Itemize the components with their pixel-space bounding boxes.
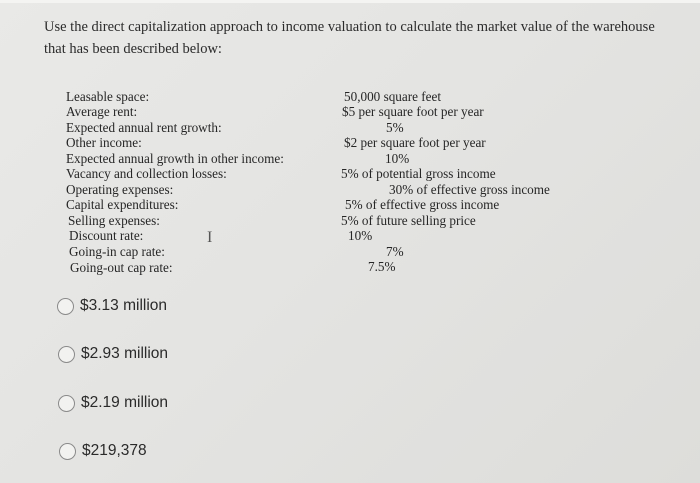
value-selling-expenses: 5% of future selling price (341, 213, 476, 228)
page-top-edge (0, 0, 700, 3)
label-leasable-space: Leasable space: (66, 89, 150, 104)
answer-option-4[interactable] (59, 442, 147, 460)
label-going-out-cap-rate: Going-out cap rate: (70, 260, 173, 275)
label-other-income-growth: Expected annual growth in other income: (66, 151, 284, 166)
value-going-in-cap-rate: 7% (386, 244, 404, 259)
label-other-income: Other income: (66, 135, 142, 150)
label-operating-expenses: Operating expenses: (66, 182, 174, 197)
label-vacancy-losses: Vacancy and collection losses: (66, 166, 227, 181)
label-rent-growth: Expected annual rent growth: (66, 120, 222, 135)
radio-button-icon[interactable] (57, 298, 74, 315)
answer-option-label[interactable]: $2.19 million (81, 394, 169, 411)
label-average-rent: Average rent: (66, 104, 138, 119)
question-line-2: that has been described below: (44, 41, 222, 57)
label-capital-expenditures: Capital expenditures: (66, 197, 179, 212)
answer-option-label[interactable]: $2.93 million (81, 345, 169, 362)
radio-button-icon[interactable] (58, 395, 75, 412)
answer-option-3[interactable] (58, 394, 168, 412)
label-discount-rate: Discount rate: (69, 228, 144, 243)
value-rent-growth: 5% (386, 120, 404, 135)
value-vacancy-losses: 5% of potential gross income (341, 166, 496, 181)
answer-option-label[interactable]: $3.13 million (80, 297, 168, 314)
answer-option-2[interactable] (58, 345, 168, 363)
label-selling-expenses: Selling expenses: (68, 213, 160, 228)
value-operating-expenses: 30% of effective gross income (389, 182, 550, 197)
radio-button-icon[interactable] (58, 346, 75, 363)
question-line-1: Use the direct capitalization approach to income valuation to calculate the market value of the warehouse (44, 19, 655, 35)
answer-option-label[interactable]: $219,378 (82, 442, 147, 459)
value-average-rent: $5 per square foot per year (342, 104, 484, 119)
value-other-income: $2 per square foot per year (344, 135, 486, 150)
value-leasable-space: 50,000 square feet (344, 89, 442, 104)
question-text (44, 16, 664, 60)
answer-option-1[interactable] (57, 297, 167, 315)
value-capital-expenditures: 5% of effective gross income (345, 197, 500, 212)
radio-button-icon[interactable] (59, 443, 76, 460)
label-going-in-cap-rate: Going-in cap rate: (69, 244, 165, 259)
text-cursor-icon: I (207, 229, 213, 246)
value-going-out-cap-rate: 7.5% (368, 259, 396, 274)
value-discount-rate: 10% (348, 228, 373, 243)
value-other-income-growth: 10% (385, 151, 410, 166)
